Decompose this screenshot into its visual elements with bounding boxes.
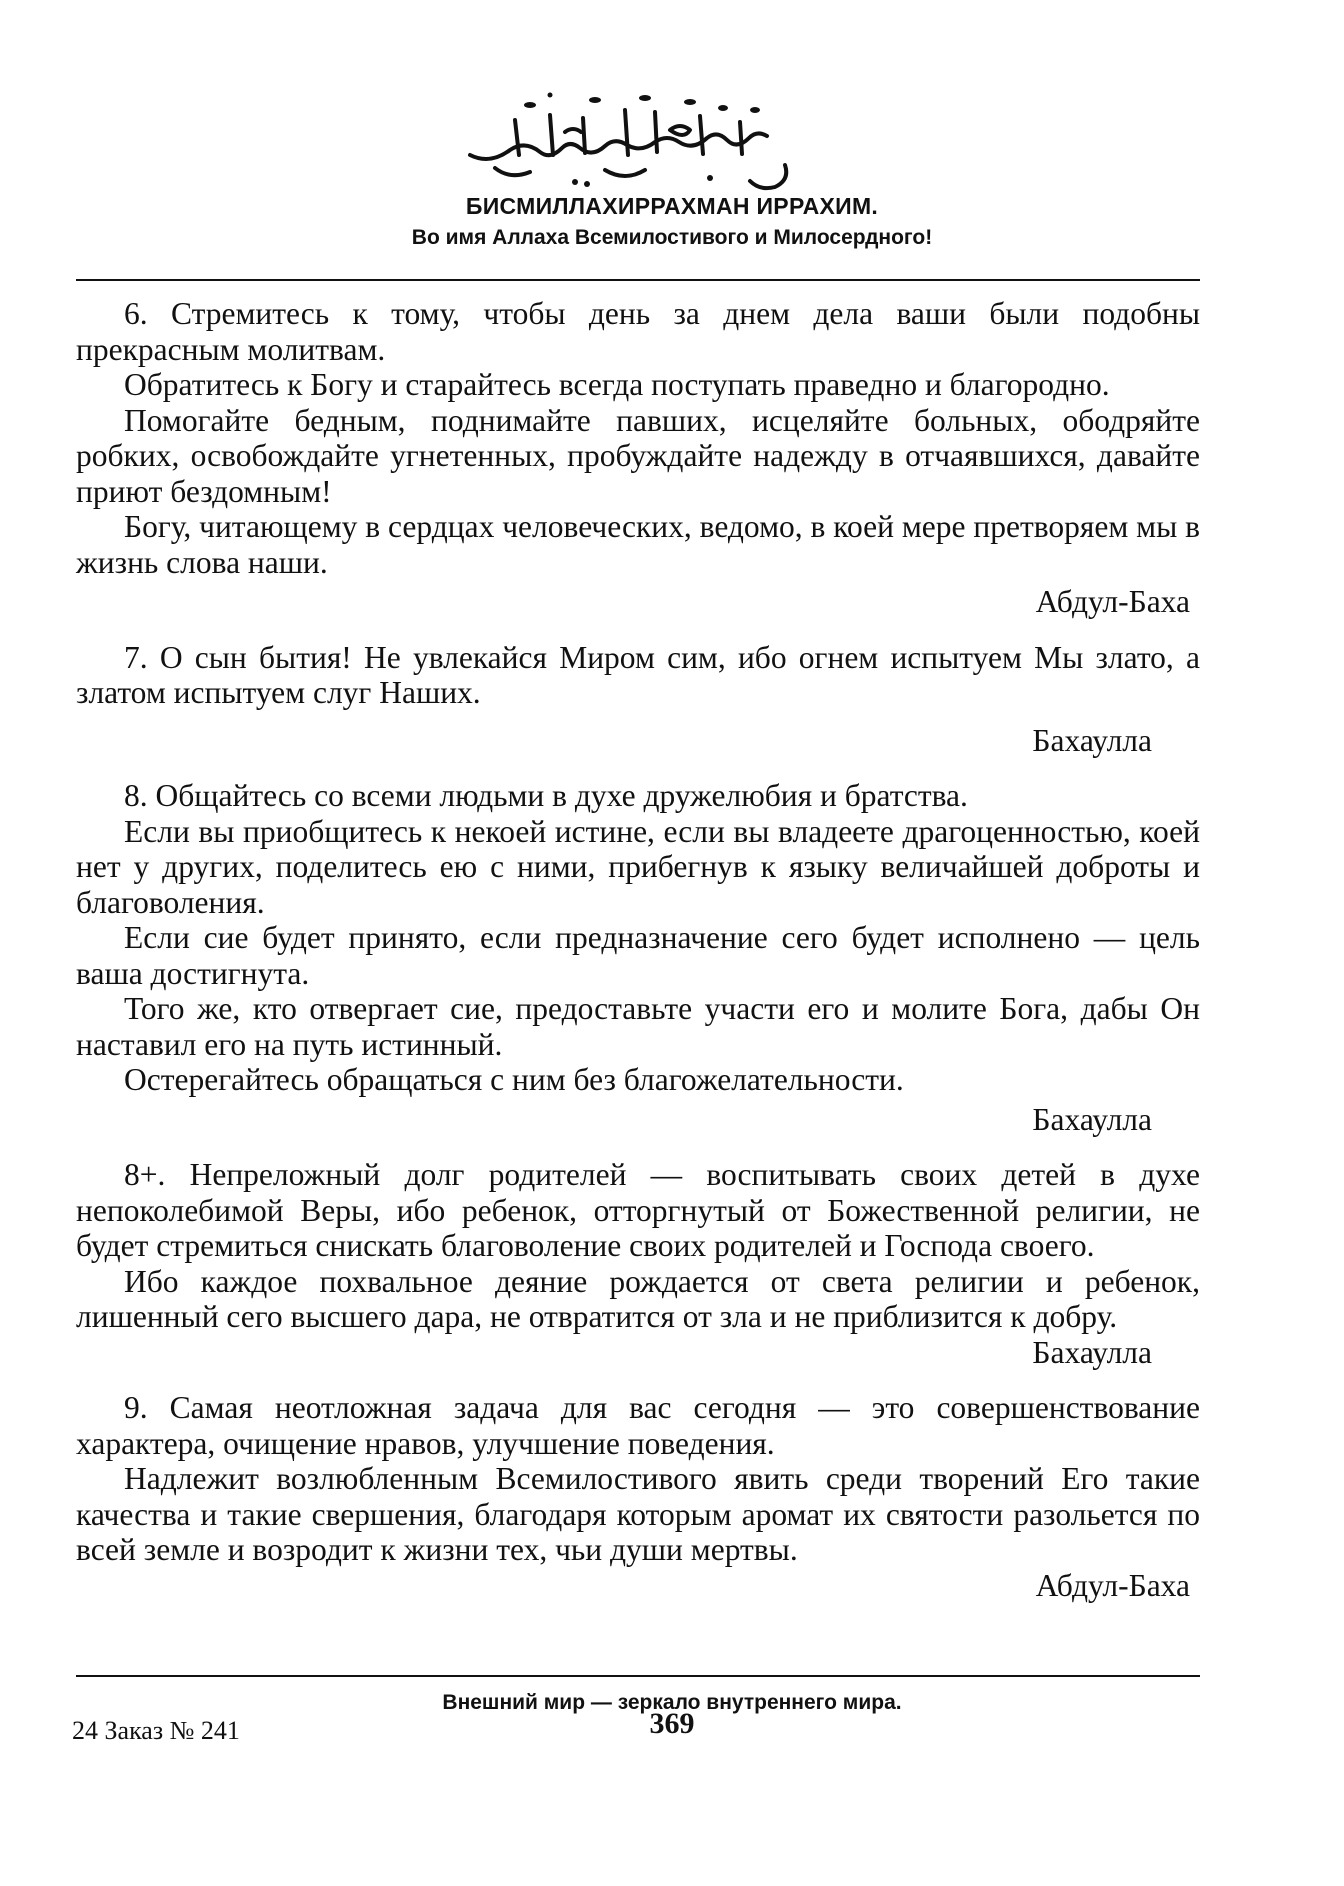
section-8-plus bbox=[76, 1157, 1200, 1370]
footer-motto: Внешний мир — зеркало внутреннего мира. bbox=[442, 1691, 902, 1714]
page-body bbox=[76, 296, 1200, 1603]
paragraph: Если сие будет принято, если предназначение сего будет исполнено — цель ваша достигнута. bbox=[76, 920, 1200, 991]
paragraph: Ибо каждое похвальное деяние рождается от света религии и ребенок, лишенный сего высшего дара, не отвратится от зла и не приблизится к добру. bbox=[76, 1263, 1200, 1334]
attribution: Бахаулла bbox=[1032, 1101, 1152, 1137]
paragraph: 8. Общайтесь со всеми людьми в духе дружелюбия и братства. bbox=[124, 778, 968, 813]
paragraph: Помогайте бедным, поднимайте павших, исцеляйте больных, ободряйте робких, освобождайте угнетенных, пробуждайте надежду в отчаявшихся, давайте приют бездомным! bbox=[76, 402, 1200, 509]
header-divider bbox=[76, 279, 1200, 281]
paragraph: Обратитесь к Богу и старайтесь всегда поступать праведно и благородно. bbox=[124, 367, 1110, 402]
paragraph: 9. Самая неотложная задача для вас сегодня — это совершенствование характера, очищение нравов, улучшение поведения. bbox=[76, 1390, 1200, 1461]
paragraph: 7. О сын бытия! Не увлекайся Миром сим, ибо огнем испытуем Мы злато, а златом испытуем слуг Наших. bbox=[76, 639, 1200, 710]
print-order-number: 24 Заказ № 241 bbox=[72, 1716, 240, 1745]
paragraph: Того же, кто отвергает сие, предоставьте участи его и молите Бога, дабы Он наставил его на путь истинный. bbox=[76, 991, 1200, 1062]
footer-divider bbox=[76, 1675, 1200, 1677]
basmala-transliteration: БИСМИЛЛАХИРРАХМАН ИРРАХИМ. bbox=[465, 193, 879, 219]
paragraph: Богу, читающему в сердцах человеческих, ведомо, в коей мере претворяем мы в жизнь слова наши. bbox=[76, 509, 1200, 580]
attribution: Абдул-Баха bbox=[1035, 1567, 1190, 1603]
paragraph: Остерегайтесь обращаться с ним без благожелательности. bbox=[124, 1062, 904, 1097]
paragraph: 8+. Непреложный долг родителей — воспитывать своих детей в духе непоколебимой Веры, ибо ребенок, отторгнутый от Божественной религии, не будет стремиться снискать благоволение своих родителей и Господа своего. bbox=[76, 1157, 1200, 1263]
basmala-calligraphy bbox=[455, 80, 805, 200]
section-7 bbox=[76, 640, 1200, 759]
attribution: Бахаулла bbox=[1032, 722, 1152, 758]
section-8 bbox=[76, 778, 1200, 1137]
section-9 bbox=[76, 1390, 1200, 1603]
attribution: Бахаулла bbox=[1032, 1334, 1152, 1370]
attribution: Абдул-Баха bbox=[1035, 584, 1190, 619]
paragraph: 6. Стремитесь к тому, чтобы день за днем дела ваши были подобны прекрасным молитвам. bbox=[76, 296, 1200, 367]
basmala-translation: Во имя Аллаха Всемилостивого и Милосердного! bbox=[411, 226, 933, 249]
section-6 bbox=[76, 296, 1200, 620]
paragraph: Надлежит возлюбленным Всемилостивого явить среди творений Его такие качества и такие свершения, благодаря которым аромат их святости разольется по всей земле и возродит к жизни тех, чьи души мертвы. bbox=[76, 1461, 1200, 1567]
paragraph: Если вы приобщитесь к некоей истине, если вы владеете драгоценностью, коей нет у других, поделитесь ею с ними, прибегнув к языку величайшей доброты и благоволения. bbox=[76, 813, 1200, 920]
page-number: 369 bbox=[649, 1707, 695, 1740]
